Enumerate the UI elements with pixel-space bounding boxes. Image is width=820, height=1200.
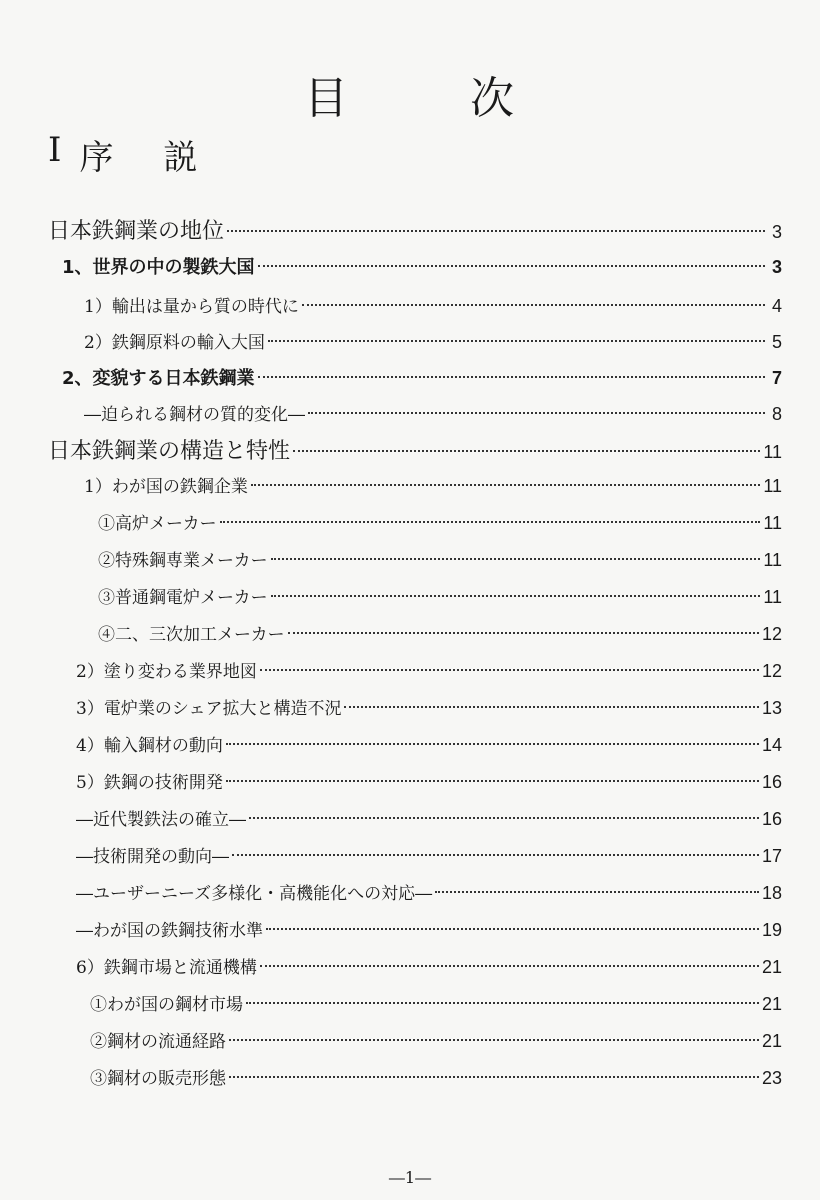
toc-entry-label: 4）輸入鋼材の動向 xyxy=(76,736,223,756)
toc-entry-page: 11 xyxy=(763,587,782,607)
toc-leader xyxy=(288,632,759,634)
page-title-right: 次 xyxy=(470,73,516,124)
toc-entry xyxy=(76,768,782,802)
toc-entry xyxy=(84,328,782,362)
toc-entry xyxy=(98,509,782,543)
toc-entry-page: 11 xyxy=(763,550,782,570)
toc-leader xyxy=(302,304,765,306)
toc-entry-page: 8 xyxy=(771,404,782,424)
toc-entry-label: ③普通鋼電炉メーカー xyxy=(98,588,268,608)
toc-entry xyxy=(62,253,782,287)
toc-leader xyxy=(260,669,759,671)
toc-leader xyxy=(435,891,759,893)
toc-entry-label: 1）わが国の鉄鋼企業 xyxy=(84,477,248,497)
toc-entry-page: 12 xyxy=(761,661,782,681)
toc-entry-page: 3 xyxy=(771,257,782,277)
toc-leader xyxy=(226,780,759,782)
toc-entry-page: 11 xyxy=(763,513,782,533)
toc-entry xyxy=(76,657,782,691)
toc-entry-page: 14 xyxy=(761,735,782,755)
toc-entry xyxy=(98,583,782,617)
toc-entry-label: ①わが国の鋼材市場 xyxy=(90,995,243,1015)
toc-entry-label: 1）輸出は量から質の時代に xyxy=(84,297,299,317)
toc-leader xyxy=(308,412,765,414)
toc-entry-label: 2）塗り変わる業界地図 xyxy=(76,662,257,682)
toc-entry xyxy=(90,1064,782,1098)
toc-leader xyxy=(293,450,760,452)
toc-entry xyxy=(48,214,782,248)
toc-entry xyxy=(98,546,782,580)
toc-entry-label: ①高炉メーカー xyxy=(98,514,217,534)
toc-entry-page: 7 xyxy=(771,368,782,388)
toc-entry-page: 16 xyxy=(761,809,782,829)
toc-entry-page: 18 xyxy=(761,883,782,903)
toc-entry-label: 日本鉄鋼業の地位 xyxy=(48,219,225,244)
toc-entry-label: ―近代製鉄法の確立― xyxy=(76,810,246,830)
toc-leader xyxy=(232,854,759,856)
toc-leader xyxy=(258,265,765,267)
toc-entry xyxy=(90,1027,782,1061)
toc-entry-page: 3 xyxy=(771,222,782,242)
toc-leader xyxy=(249,817,759,819)
toc-entry-page: 21 xyxy=(761,994,782,1014)
toc-entry-label: 1、世界の中の製鉄大国 xyxy=(62,257,255,278)
toc-leader xyxy=(271,595,761,597)
toc-entry-label: ―ユーザーニーズ多様化・高機能化への対応― xyxy=(76,884,433,904)
toc-entry-label: 日本鉄鋼業の構造と特性 xyxy=(48,439,291,464)
toc-leader xyxy=(266,928,759,930)
toc-entry xyxy=(62,364,782,398)
toc-entry xyxy=(76,694,782,728)
toc-entry-page: 13 xyxy=(761,698,782,718)
toc-entry-label: 3）電炉業のシェア拡大と構造不況 xyxy=(76,699,342,719)
toc-entry-page: 23 xyxy=(761,1068,782,1088)
page-title xyxy=(0,62,820,126)
toc-entry xyxy=(84,400,782,434)
page-number: ―1― xyxy=(388,1168,432,1187)
toc-leader xyxy=(271,558,761,560)
toc-entry-page: 11 xyxy=(763,476,782,496)
section-numeral: I xyxy=(48,130,62,170)
toc-leader xyxy=(229,1039,759,1041)
section-heading xyxy=(48,130,247,179)
toc-leader xyxy=(220,521,761,523)
toc-entry-label: ②特殊鋼専業メーカー xyxy=(98,551,268,571)
toc-entry-page: 4 xyxy=(771,296,782,316)
toc-entry xyxy=(76,842,782,876)
toc-entry-label: ―技術開発の動向― xyxy=(76,847,229,867)
toc-entry-label: ③鋼材の販売形態 xyxy=(90,1069,226,1089)
toc-entry xyxy=(76,805,782,839)
toc-entry-label: ―わが国の鉄鋼技術水準 xyxy=(76,921,263,941)
toc-leader xyxy=(268,340,765,342)
toc-leader xyxy=(246,1002,759,1004)
toc-leader xyxy=(260,965,759,967)
toc-leader xyxy=(251,484,760,486)
toc-entry-page: 21 xyxy=(761,1031,782,1051)
toc-entry xyxy=(90,990,782,1024)
toc-entry xyxy=(84,292,782,326)
toc-entry-label: ②鋼材の流通経路 xyxy=(90,1032,226,1052)
toc-entry-label: 2）鉄鋼原料の輸入大国 xyxy=(84,333,265,353)
toc-leader xyxy=(227,230,765,232)
toc-entry-page: 5 xyxy=(771,332,782,352)
toc-entry xyxy=(76,953,782,987)
toc-entry-page: 21 xyxy=(761,957,782,977)
toc-entry-label: ④二、三次加工メーカー xyxy=(98,625,285,645)
toc-leader xyxy=(226,743,759,745)
toc-entry-page: 16 xyxy=(761,772,782,792)
toc-entry xyxy=(84,472,782,506)
toc-entry-page: 17 xyxy=(761,846,782,866)
toc-leader xyxy=(344,706,758,708)
toc-entry-label: 6）鉄鋼市場と流通機構 xyxy=(76,958,257,978)
toc-entry-page: 19 xyxy=(761,920,782,940)
toc-entry xyxy=(98,620,782,654)
toc-entry xyxy=(76,916,782,950)
toc-leader xyxy=(229,1076,759,1078)
toc-entry xyxy=(48,434,782,468)
section-title: 序説 xyxy=(79,138,248,178)
toc-entry xyxy=(76,731,782,765)
page-title-left: 目 xyxy=(304,73,350,124)
toc-entry xyxy=(76,879,782,913)
toc-entry-page: 11 xyxy=(763,442,782,462)
toc-leader xyxy=(258,376,765,378)
toc-entry-label: ―迫られる鋼材の質的変化― xyxy=(84,405,305,425)
toc-entry-label: 5）鉄鋼の技術開発 xyxy=(76,773,223,793)
toc-entry-page: 12 xyxy=(761,624,782,644)
toc-entry-label: 2、変貌する日本鉄鋼業 xyxy=(62,368,255,389)
